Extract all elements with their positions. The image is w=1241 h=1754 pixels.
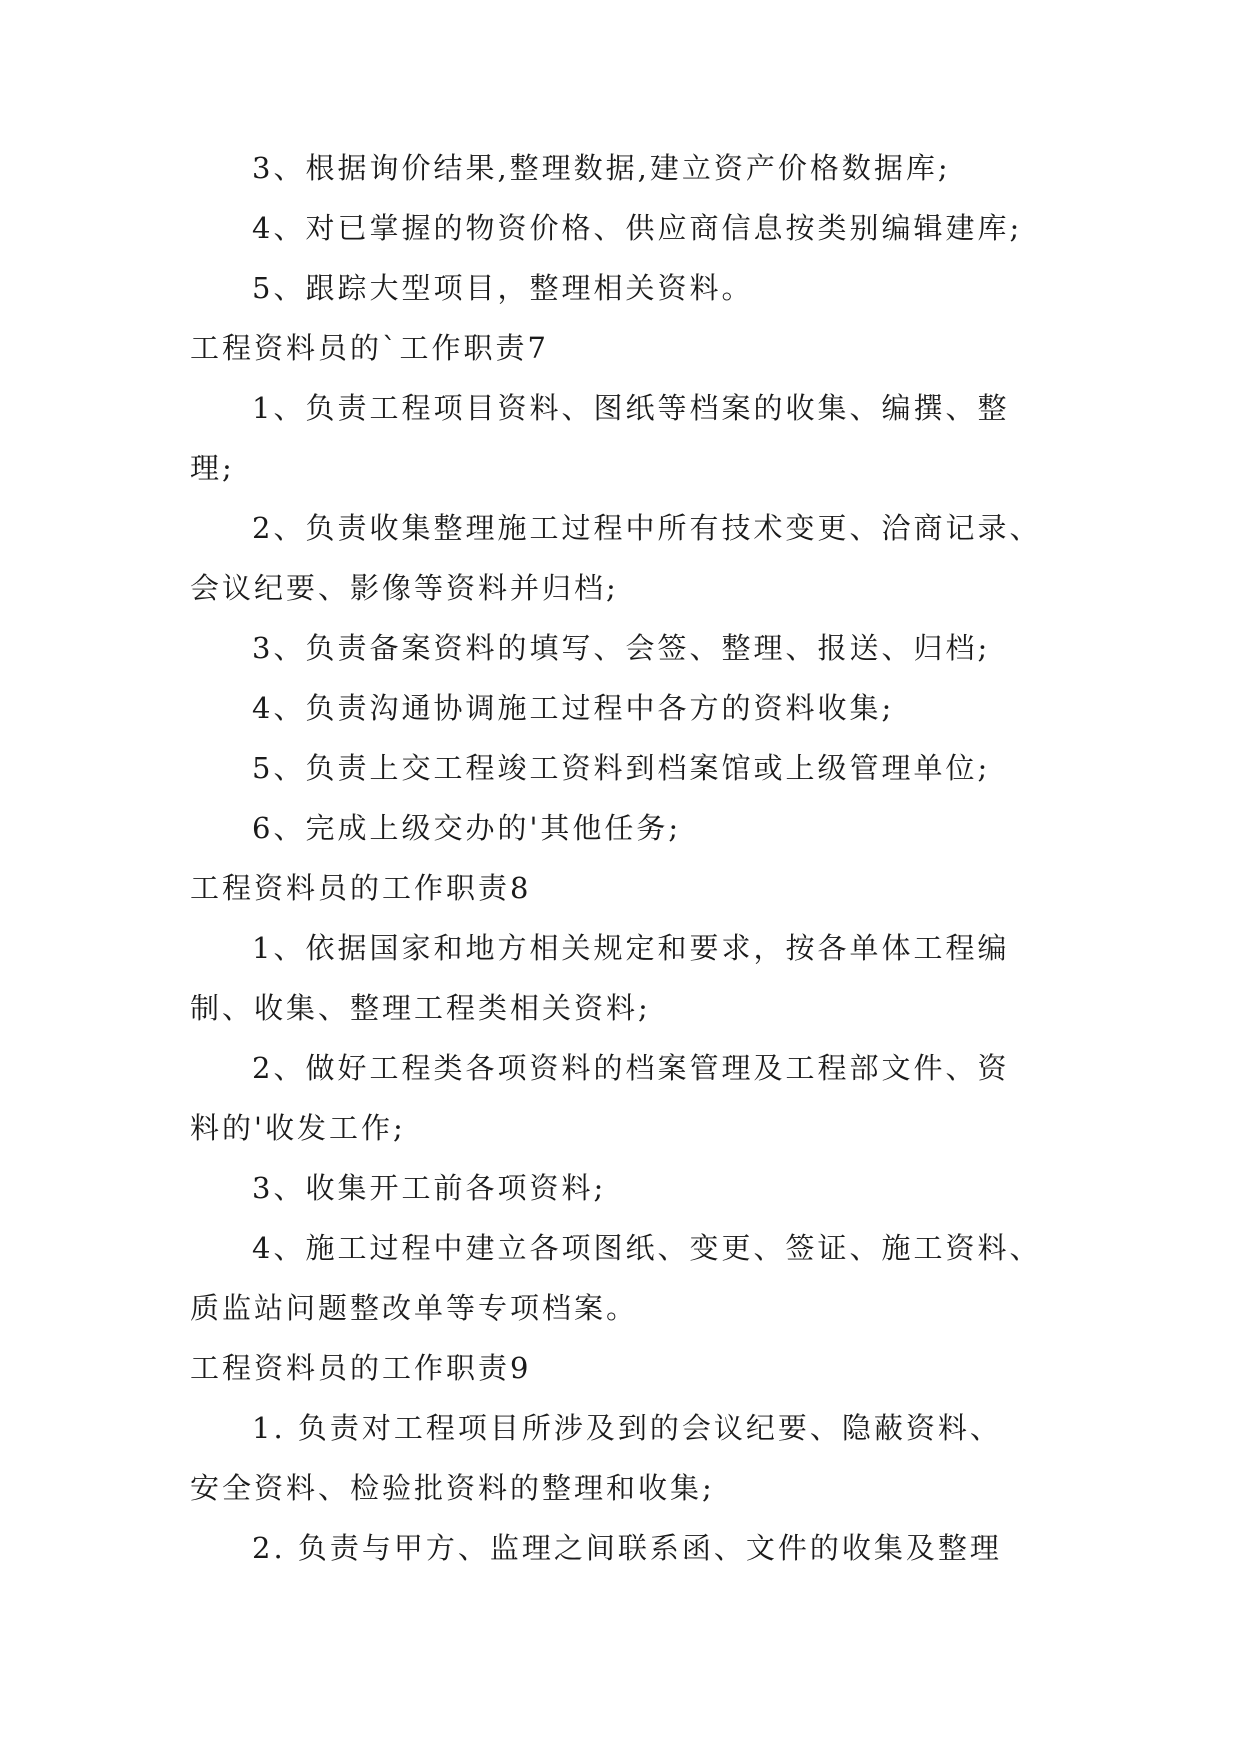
paragraph-line: 4、负责沟通协调施工过程中各方的资料收集; [252,691,895,725]
paragraph-line: 2、做好工程类各项资料的档案管理及工程部文件、资 [252,1051,1010,1085]
paragraph-line: 1、负责工程项目资料、图纸等档案的收集、编撰、整 [252,391,1010,425]
paragraph-line: 会议纪要、影像等资料并归档; [190,571,619,605]
paragraph-line: 制、收集、整理工程类相关资料; [190,991,651,1025]
paragraph-line: 6、完成上级交办的'其他任务; [252,811,682,845]
paragraph-line: 2、负责收集整理施工过程中所有技术变更、洽商记录、 [252,511,1042,545]
paragraph-line: 1. 负责对工程项目所涉及到的会议纪要、隐蔽资料、 [252,1411,1002,1445]
paragraph-line: 3、根据询价结果,整理数据,建立资产价格数据库; [252,151,951,185]
paragraph-line: 3、负责备案资料的填写、会签、整理、报送、归档; [252,631,991,665]
paragraph-line: 质监站问题整改单等专项档案。 [190,1291,639,1325]
section-heading: 工程资料员的工作职责8 [190,871,532,905]
paragraph-line: 安全资料、检验批资料的整理和收集; [190,1471,715,1505]
paragraph-line: 2. 负责与甲方、监理之间联系函、文件的收集及整理 [252,1531,1002,1565]
paragraph-line: 理; [190,451,235,485]
paragraph-line: 3、收集开工前各项资料; [252,1171,607,1205]
paragraph-line: 1、依据国家和地方相关规定和要求，按各单体工程编 [252,931,1010,965]
section-heading: 工程资料员的`工作职责7 [190,331,549,365]
paragraph-line: 4、施工过程中建立各项图纸、变更、签证、施工资料、 [252,1231,1042,1265]
paragraph-line: 4、对已掌握的物资价格、供应商信息按类别编辑建库; [252,211,1023,245]
section-heading: 工程资料员的工作职责9 [190,1351,532,1385]
paragraph-line: 5、跟踪大型项目，整理相关资料。 [252,271,754,305]
paragraph-line: 料的'收发工作; [190,1111,406,1145]
paragraph-line: 5、负责上交工程竣工资料到档案馆或上级管理单位; [252,751,991,785]
